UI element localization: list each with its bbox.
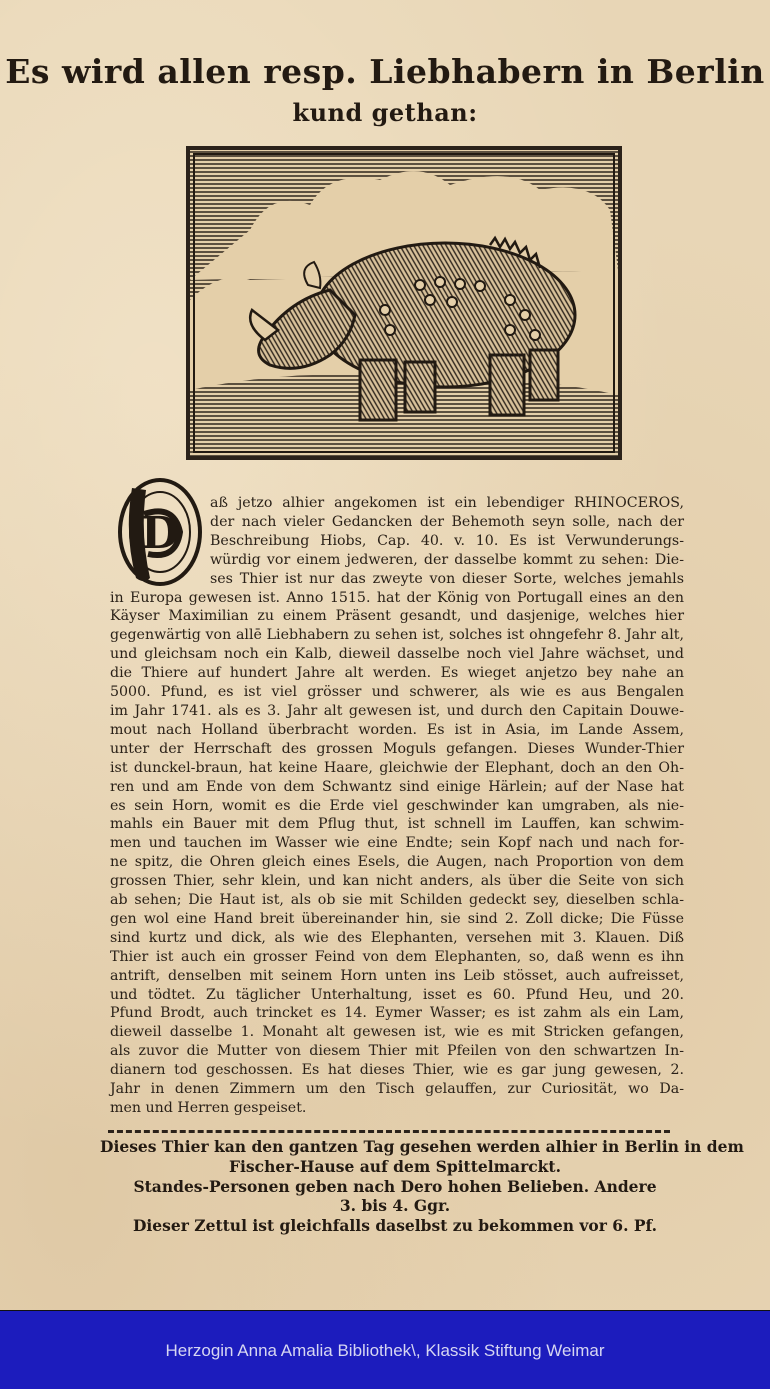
text-line: als zuvor die Mutter von diesem Thier mit Pfeilen von den schwartzen In- [110, 1043, 684, 1060]
document-subtitle: kund gethan: [292, 98, 478, 127]
text-line: Beschreibung Hiobs, Cap. 40. v. 10. Es ist Verwunderungs- [210, 532, 684, 549]
text-line: aß jetzo alhier angekomen ist ein lebendiger RHINOCEROS, [210, 495, 684, 511]
text-line: grossen Thier, sehr klein, und kan nicht anders, als über die Seite von sich [110, 873, 684, 890]
text-line: dianern tod geschossen. Es hat dieses Thier, wie es gar jung gewesen, 2. [110, 1062, 684, 1079]
text-line: und gleichsam noch ein Kalb, dieweil dasselbe noch viel Jahre wächset, und [110, 646, 684, 663]
rhinoceros-icon [190, 150, 618, 456]
text-line: der nach vieler Gedancken der Behemoth seyn solle, nach der [210, 513, 684, 530]
text-line: men und Herren gespeiset. [110, 1100, 307, 1116]
text-line: Käyser Maximilian zu einem Präsent gesandt, und dasjenige, welches hier [110, 608, 684, 625]
text-line: 5000. Pfund, es ist viel grösser und schwerer, als wie es aus Bengalen [110, 684, 684, 701]
footer-line: 3. bis 4. Ggr. [339, 1196, 451, 1216]
text-line: und tödtet. Zu täglicher Unterhaltung, isset es 60. Pfund Heu, und 20. [110, 986, 684, 1003]
text-line: antrift, denselben mit seinem Horn unten ins Leib stösset, auch aufreisset, [110, 967, 684, 984]
text-line: im Jahr 1741. als es 3. Jahr alt gewesen ist, und durch den Capitain Douwe- [110, 702, 684, 719]
footer-line: Dieser Zettul ist gleichfalls daselbst zu bekommen vor 6. Pf. [132, 1216, 658, 1236]
text-line: dieweil dasselbe 1. Monaht alt gewesen ist, wie es mit Stricken gefangen, [110, 1024, 684, 1041]
rhinoceros-woodcut-illustration [186, 146, 622, 460]
text-line: mahls ein Bauer mit dem Pflug thut, ist schnell im Lauffen, kan schwim- [110, 816, 684, 833]
footer-line: Dieses Thier kan den gantzen Tag gesehen werden alhier in Berlin in dem [100, 1137, 744, 1156]
text-line: ne spitz, die Ohren gleich eines Esels, die Augen, nach Proportion von dem [110, 854, 684, 871]
text-line: die Thiere auf hundert Jahre alt werden. Es wieget anjetzo bey nahe an [110, 665, 684, 682]
text-line: mout nach Holland überbracht worden. Es ist in Asia, im Lande Assem, [110, 721, 684, 738]
text-line: ses Thier ist nur das zweyte von dieser Sorte, welches jemahls [210, 570, 684, 587]
text-line: in Europa gewesen ist. Anno 1515. hat der König von Portugall eines an den [110, 589, 684, 606]
text-line: würdig vor einem jedweren, der dasselbe kommt zu sehen: Die- [210, 551, 684, 568]
text-line: unter der Herrschaft des grossen Moguls gefangen. Dieses Wunder-Thier [110, 740, 684, 757]
body-text [110, 494, 684, 1118]
attribution-banner [0, 1310, 770, 1389]
footer-notes [100, 1137, 744, 1236]
text-line: gen wol eine Hand breit übereinander hin, sie sind 2. Zoll dicke; Die Füsse [110, 910, 684, 927]
dashed-divider [108, 1130, 670, 1133]
text-line: sind kurtz und dick, als wie des Elephanten, versehen mit 3. Klauen. Diß [110, 929, 684, 946]
text-line: ab sehen; Die Haut ist, als ob sie mit Schilden gedeckt sey, dieselben schla- [110, 892, 684, 909]
text-line: ren und am Ende von dem Schwantz sind einige Härlein; auf der Nase hat [110, 778, 684, 795]
text-line: Thier ist auch ein grosser Feind von dem Elephanten, so, daß wenn es ihn [110, 948, 684, 965]
attribution-text: Herzogin Anna Amalia Bibliothek\, Klassik Stiftung Weimar [165, 1341, 605, 1360]
text-line: Pfund Brodt, auch trincket es 14. Eymer Wasser; es ist zahm als ein Lam, [110, 1005, 684, 1022]
text-line: Jahr in denen Zimmern um den Tisch gelauffen, zur Curiosität, wo Da- [110, 1081, 684, 1098]
svg-text:D: D [140, 508, 180, 559]
text-line: ist dunckel-braun, hat keine Haare, gleichwie der Elephant, doch an den Oh- [110, 759, 684, 776]
text-line: men und tauchen im Wasser wie eine Endte; sein Kopf nach und nach for- [110, 835, 684, 852]
footer-line: Standes-Personen geben nach Dero hohen Belieben. Andere [133, 1176, 657, 1196]
text-line: es sein Horn, womit es die Erde viel geschwinder kan umgraben, als nie- [110, 797, 684, 814]
text-line: gegenwärtig von allē Liebhabern zu sehen ist, solches ist ohngefehr 8. Jahr alt, [110, 627, 684, 644]
document-title: Es wird allen resp. Liebhabern in Berlin [5, 52, 765, 91]
footer-line: Fischer-Hause auf dem Spittelmarckt. [229, 1156, 561, 1176]
